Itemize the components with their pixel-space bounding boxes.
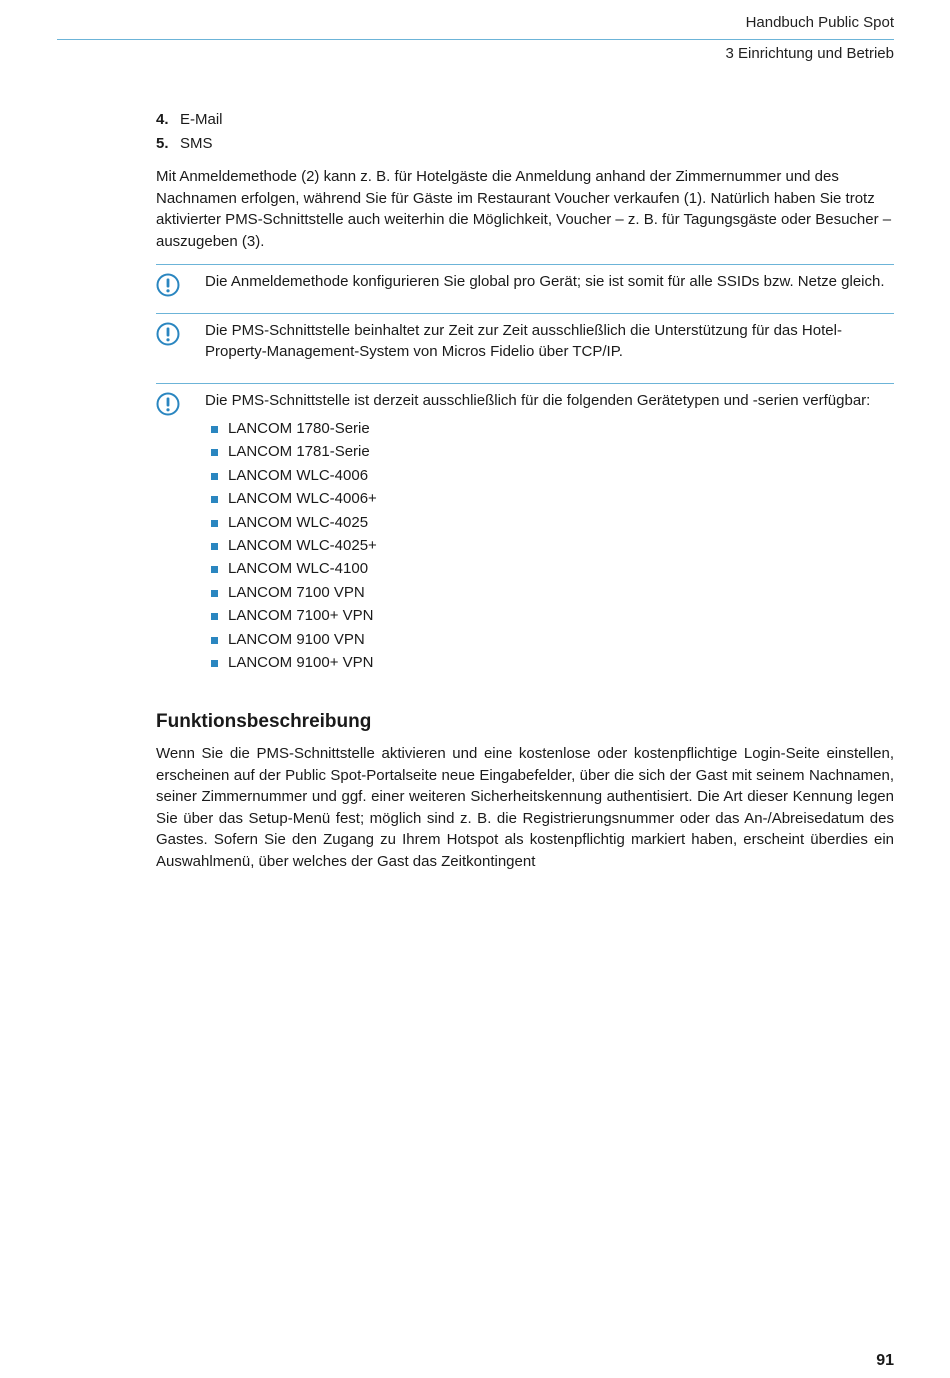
note-text: Die Anmeldemethode konfigurieren Sie global pro Gerät; sie ist somit für alle SSIDs bzw. Netze gleich. [205,273,885,290]
note-text: Die PMS-Schnittstelle ist derzeit ausschließlich für die folgenden Gerätetypen und -serien verfügbar: [205,391,871,409]
item-number: 5. [156,135,169,152]
bullet-square-icon [211,496,218,503]
device-list-item: LANCOM 1780-Serie [205,417,894,440]
device-list-item: LANCOM WLC-4025+ [205,534,894,557]
device-list-item: LANCOM WLC-4025 [205,511,894,534]
info-exclamation-icon [156,273,180,297]
page-content [156,108,894,872]
numbered-list [156,108,894,156]
device-list-item: LANCOM 7100+ VPN [205,604,894,627]
header-divider [57,39,894,40]
item-text: E-Mail [180,111,223,128]
device-list-item: LANCOM WLC-4006+ [205,487,894,510]
item-text: SMS [180,135,213,152]
device-list-item: LANCOM 7100 VPN [205,581,894,604]
bullet-square-icon [211,613,218,620]
info-exclamation-icon [156,322,180,346]
section-heading: Funktionsbeschreibung [156,711,372,733]
list-item [156,108,894,132]
item-number: 4. [156,111,169,128]
bullet-square-icon [211,426,218,433]
section-body: Wenn Sie die PMS-Schnittstelle aktivieren und eine kostenlose oder kostenpflichtige Login-Seite einstellen, erscheinen auf der Public Spot-Portalseite neue Eingabefelder, über die sich der Gast mit seinem Nachnamen, seiner Zimmernummer und ggf. einer weiteren Sicherheitskennung authentisiert. Die Art dieser Kennung legen Sie über das Setup-Menü fest; möglich sind z. B. die Registrierungsnummer oder das An-/Abreisedatum des Gastes. Sofern Sie den Zugang zu Ihrem Hotspot als kostenpflichtig markiert haben, erscheint überdies ein Auswahlmenü, über welches der Gast das Zeitkontingent [156,745,894,870]
page-number: 91 [876,1352,894,1369]
manual-title: Handbuch Public Spot [745,14,894,31]
bullet-square-icon [211,449,218,456]
note-box [156,264,894,301]
info-exclamation-icon [156,392,180,416]
bullet-square-icon [211,473,218,480]
bullet-square-icon [211,566,218,573]
device-list-item: LANCOM WLC-4006 [205,464,894,487]
note-text: Die PMS-Schnittstelle beinhaltet zur Zeit zur Zeit ausschließlich die Unterstützung für das Hotel-Property-Management-System von Micros Fidelio über TCP/IP. [205,321,842,360]
device-list-item: LANCOM WLC-4100 [205,557,894,580]
bullet-square-icon [211,520,218,527]
note-box [156,313,894,371]
intro-paragraph: Mit Anmeldemethode (2) kann z. B. für Hotelgäste die Anmeldung anhand der Zimmernummer und des Nachnamen erfolgen, während Sie für Gäste im Restaurant Voucher verkaufen (1). Natürlich haben Sie trotz aktivierter PMS-Schnittstelle auch weiterhin die Möglichkeit, Voucher – z. B. für Tagungsgäste oder Besucher – auszugeben (3). [156,168,892,250]
device-list-item: LANCOM 9100 VPN [205,628,894,651]
bullet-square-icon [211,543,218,550]
note-box [156,383,894,683]
bullet-square-icon [211,660,218,667]
page-header [725,12,894,62]
list-item [156,132,894,156]
device-list [205,417,894,674]
device-list-item: LANCOM 9100+ VPN [205,651,894,674]
bullet-square-icon [211,637,218,644]
bullet-square-icon [211,590,218,597]
device-list-item: LANCOM 1781-Serie [205,440,894,463]
chapter-title: 3 Einrichtung und Betrieb [725,45,894,62]
